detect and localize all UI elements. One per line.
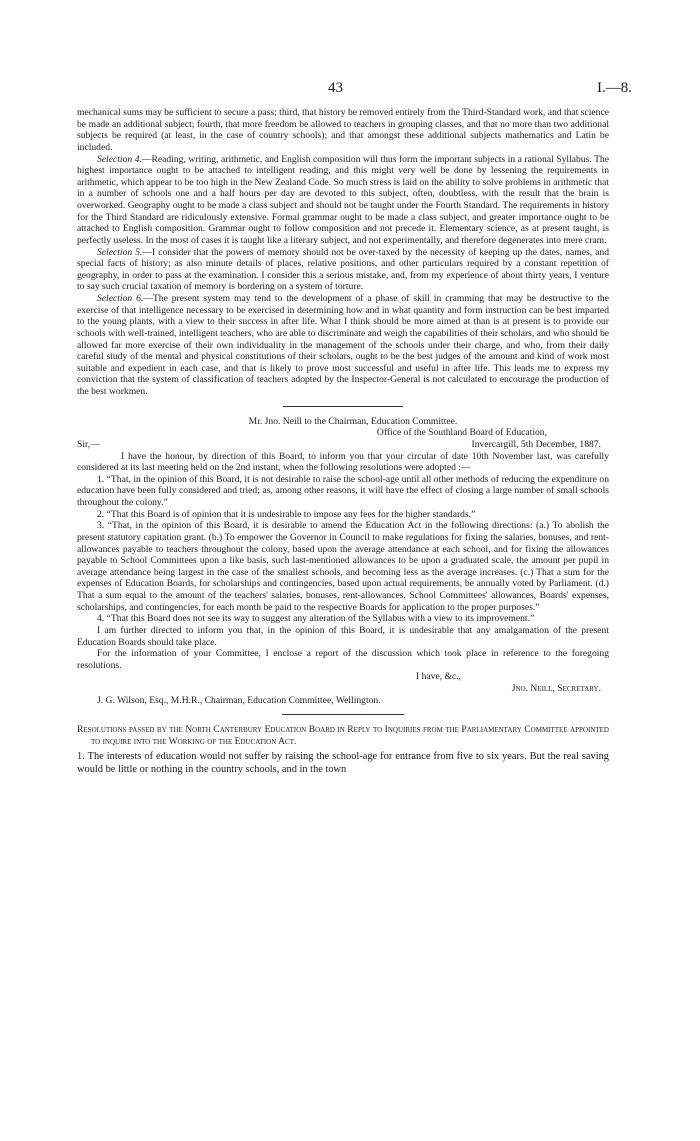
continuation-paragraph: mechanical sums may be sufficient to secure a pass; third, that history be removed entirely from the Third-Standard work, and that science be made an additional subject; fourth, that more freedom be allowed to teachers in grouping classes, and that no more than two additional subjects be required (at least, in the case of country schools); and that amongst these additional subjects mathematics and Latin be included. xyxy=(77,107,609,153)
letter-addressee: J. G. Wilson, Esq., M.H.R., Chairman, Education Committee, Wellington. xyxy=(97,694,381,706)
resolution-3: 3. “That, in the opinion of this Board, it is desirable to amend the Education Act in the following directions: (a.) To abolish the present statutory capitation grant. (b.) To empower the Governor in Council to make regulations for fixing the salaries, bonuses, and rent-allowances payable to teachers throughout the colony, based upon the average attendance at each school, and for fixing the allowances payable to School Committees upon a like basis, such last-mentioned allowances to be upon a graduated scale, the amount per pupil in average attendance being largest in the case of the smallest schools, and becoming less as the average increases. (c.) That a sum for the expenses of Education Boards, for scholarships and contingencies, based upon actual requirements, be annually voted by Parliament. (d.) That a sum equal to the amount of the teachers' salaries, bonuses, rent-allowances, School Committees' allowances, Boards' expenses, scholarships, and contingencies, for each month be paid to the respective Boards for application to the proper purposes.” xyxy=(77,520,609,613)
selection-5-paragraph xyxy=(77,247,609,294)
resolution-4: 4. “That this Board does not see its way to suggest any alteration of the Syllabus with a view to its improvement.” xyxy=(97,613,535,625)
selection-6-text: —The present system may tend to the development of a phase of skill in cramming that may be destructive to the exercise of that intelligence necessary to be exercised in determining how and in what quantity and form instruction can be best imparted to the young plants, with a view to their success in after life. What I think should be more aimed at than is at present is to provide our schools with well-trained, intelligent teachers, who are able to discriminate and weigh the capabilities of their scholars, and who should be allowed far more exercise of their own individuality in the management of the schools under their charge, and who, from their daily careful study of the mental and physical constitutions of their scholars, ought to be the best judges of the amount and kind of work most suitable and expedient in each case, and that is likely to prove most successful and useful in after life. This leads me to express my conviction that the system of classification of teachers adopted by the Inspector-General is not calculated to encourage the production of the best workmen. xyxy=(77,293,609,397)
section-divider xyxy=(282,714,404,715)
section-divider xyxy=(283,406,403,407)
letter-intro: I have the honour, by direction of this Board, to inform you that your circular of date 10th November last, was carefully considered at its last meeting held on the 2nd instant, when the following resolutions were adopted :— xyxy=(77,450,609,474)
letter-place-date: Invercargill, 5th December, 1887. xyxy=(471,438,601,450)
selection-5-label: Selection 5. xyxy=(97,246,143,258)
selection-4-label: Selection 4. xyxy=(97,153,142,165)
letter-heading: Mr. Jno. Neill to the Chairman, Education Committee. xyxy=(248,415,458,427)
selection-6-paragraph xyxy=(77,293,609,398)
resolution-1: 1. “That, in the opinion of this Board, it is not desirable to raise the school-age until all other methods of reducing the expenditure on education have been fully considered and tried; as, among other reasons, it will have the effect of closing a large number of small schools throughout the colony.” xyxy=(77,473,609,508)
page-number: 43 xyxy=(328,80,343,96)
letter-closing: I have, &c., xyxy=(416,671,462,683)
page-reference: I.—8. xyxy=(597,80,632,96)
resolutions-heading: Resolutions passed by the North Canterbury Education Board in Reply to Inquiries from the Parliamentary Committee appointed to inquire into the Working of the Education Act. xyxy=(77,724,609,747)
page-body xyxy=(77,107,609,776)
letter-office: Office of the Southland Board of Education, xyxy=(376,427,547,439)
selection-6-label: Selection 6. xyxy=(97,293,144,304)
letter-salutation: Sir,— xyxy=(77,438,100,450)
letter-salutation-row xyxy=(77,439,609,451)
letter-info: For the information of your Committee, I enclose a report of the discussion which took place in reference to the foregoing resolutions. xyxy=(77,648,609,671)
letter-further: I am further directed to inform you that, in the opinion of this Board, it is undesirable that any amalgamation of the present Education Boards should take place. xyxy=(77,624,609,648)
selection-4-paragraph xyxy=(77,154,609,247)
resolutions-item-1: 1. The interests of education would not suffer by raising the school-age for entrance from five to six years. But the real saving would be little or nothing in the country schools, and in the town xyxy=(77,750,609,775)
resolution-2: 2. “That this Board is of opinion that it is undesirable to impose any fees for the higher standards.” xyxy=(97,508,476,520)
selection-5-text: —I consider that the powers of memory should not be over-taxed by the necessity of keeping up the dates, names, and special facts of history; as also minute details of places, relative positions, and other particulars required by a constant repetition of geography, in order to pass at the examination. I consider this a serious mistake, and, from my experience of about thirty years, I venture to say such crucial taxation of memory is bordering on a system of torture. xyxy=(77,246,609,293)
selection-4-text: —Reading, writing, arithmetic, and English composition will thus form the important subjects in a rational Syllabus. The highest importance ought to be attached to intelligent reading, and this might very well be done by lessening the requirements in arithmetic, which appear to be too high in the New Zealand Code. So much stress is laid on the ability to solve problems in arithmetic that in a number of schools one and a half hours per day are devoted to this subject, often, doubtless, with the result that the brain is overworked. Geography ought to be made a class subject and should not be taught under the Fourth Standard. The requirements in history for the Third Standard are ridiculously extensive. Formal grammar ought to be made a class subject, and greater importance ought to be attached to English composition. Grammar ought to follow composition and not precede it. Elementary science, as at present taught, is perfectly useless. In the most of cases it is taught like a literary subject, and not experimentally, and therefore degenerates into mere cram. xyxy=(77,153,609,246)
letter-signature: Jno. Neill, Secretary. xyxy=(511,683,601,694)
